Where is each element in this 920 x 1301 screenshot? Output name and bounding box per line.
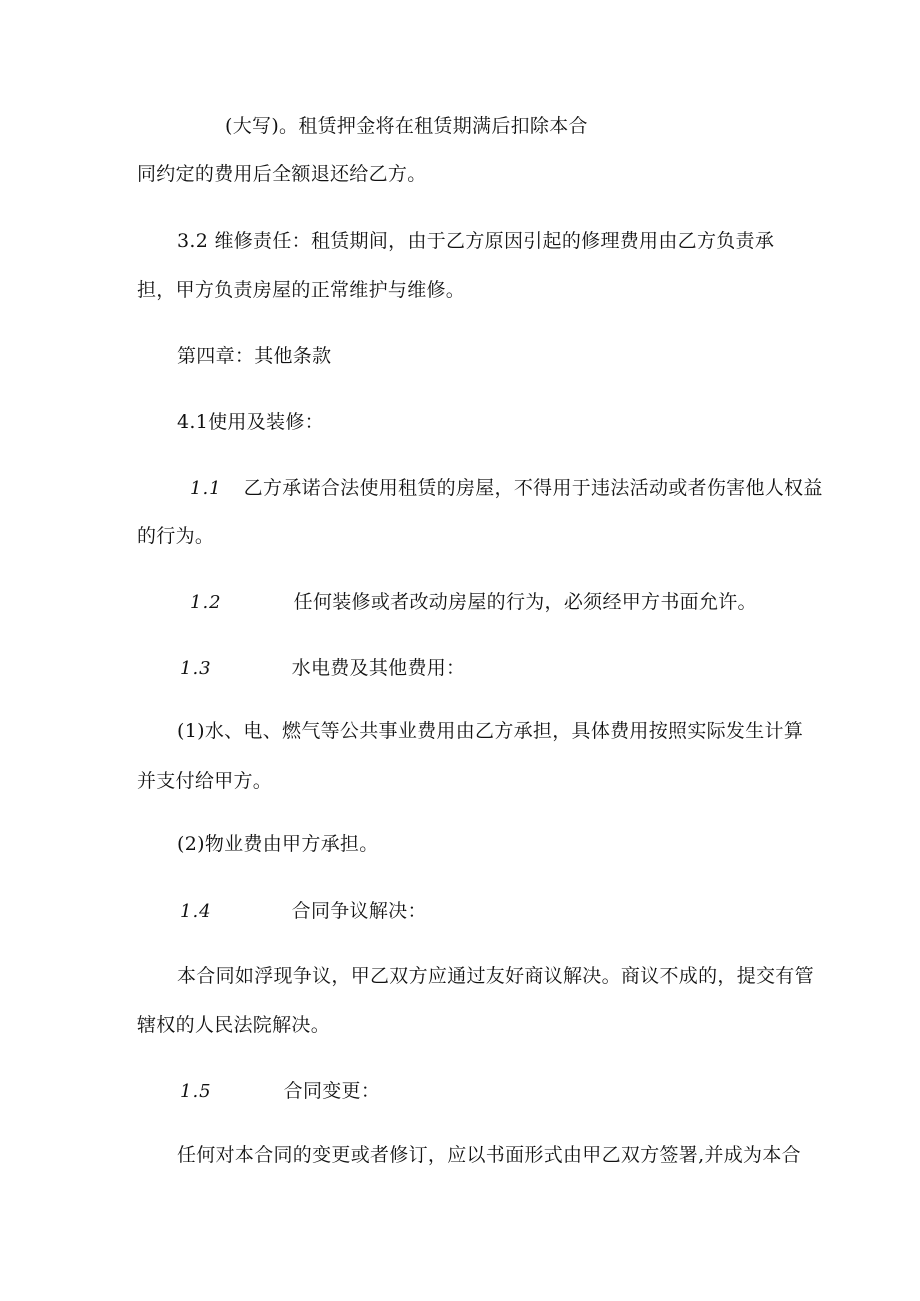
clause-1-3 [180,656,465,681]
change-text-line-1: 任何对本合同的变更或者修订，应以书面形式由甲乙双方签署,并成为本合 [177,1144,801,1166]
clause-1-5-text: 合同变更： [283,1080,381,1102]
section-4-1-heading: 4.1使用及装修： [177,411,324,433]
dispute-text-line-1: 本合同如浮现争议，甲乙双方应通过友好商议解决。商议不成的，提交有管 [177,965,814,987]
fee-item-2: (2)物业费由甲方承担。 [177,833,379,855]
clause-1-5-number: 1.5 [180,1081,212,1102]
fee-item-1-line-1: (1)水、电、燃气等公共事业费用由乙方承担，具体费用按照实际发生计算 [177,720,804,742]
fee-item-1-line-2: 并支付给甲方。 [137,770,273,792]
clause-1-2-number: 1.2 [190,592,222,613]
deposit-text-line-2: 同约定的费用后全额退还给乙方。 [137,163,427,185]
chapter-4-heading: 第四章：其他条款 [177,345,332,367]
deposit-text-line-1: (大写)。租赁押金将在租赁期满后扣除本合 [225,115,588,137]
clause-1-2-text: 任何装修或者改动房屋的行为，必须经甲方书面允许。 [293,591,757,613]
clause-1-3-text: 水电费及其他费用： [291,657,466,679]
clause-1-4-text: 合同争议解决： [291,900,427,922]
maintenance-clause-line-2: 担，甲方负责房屋的正常维护与维修。 [137,279,466,301]
clause-1-1-line-2: 的行为。 [137,525,215,547]
clause-1-3-number: 1.3 [180,658,212,679]
dispute-text-line-2: 辖权的人民法院解决。 [137,1014,331,1036]
clause-1-1-number: 1.1 [190,478,222,499]
clause-1-4 [180,899,427,924]
clause-1-1 [190,476,823,501]
clause-1-4-number: 1.4 [180,901,212,922]
clause-1-1-text: 乙方承诺合法使用租赁的房屋，不得用于违法活动或者伤害他人权益 [243,477,823,499]
clause-1-5 [180,1079,380,1104]
clause-1-2 [190,590,757,615]
maintenance-clause-line-1: 3.2 维修责任：租赁期间，由于乙方原因引起的修理费用由乙方负责承 [177,230,775,252]
